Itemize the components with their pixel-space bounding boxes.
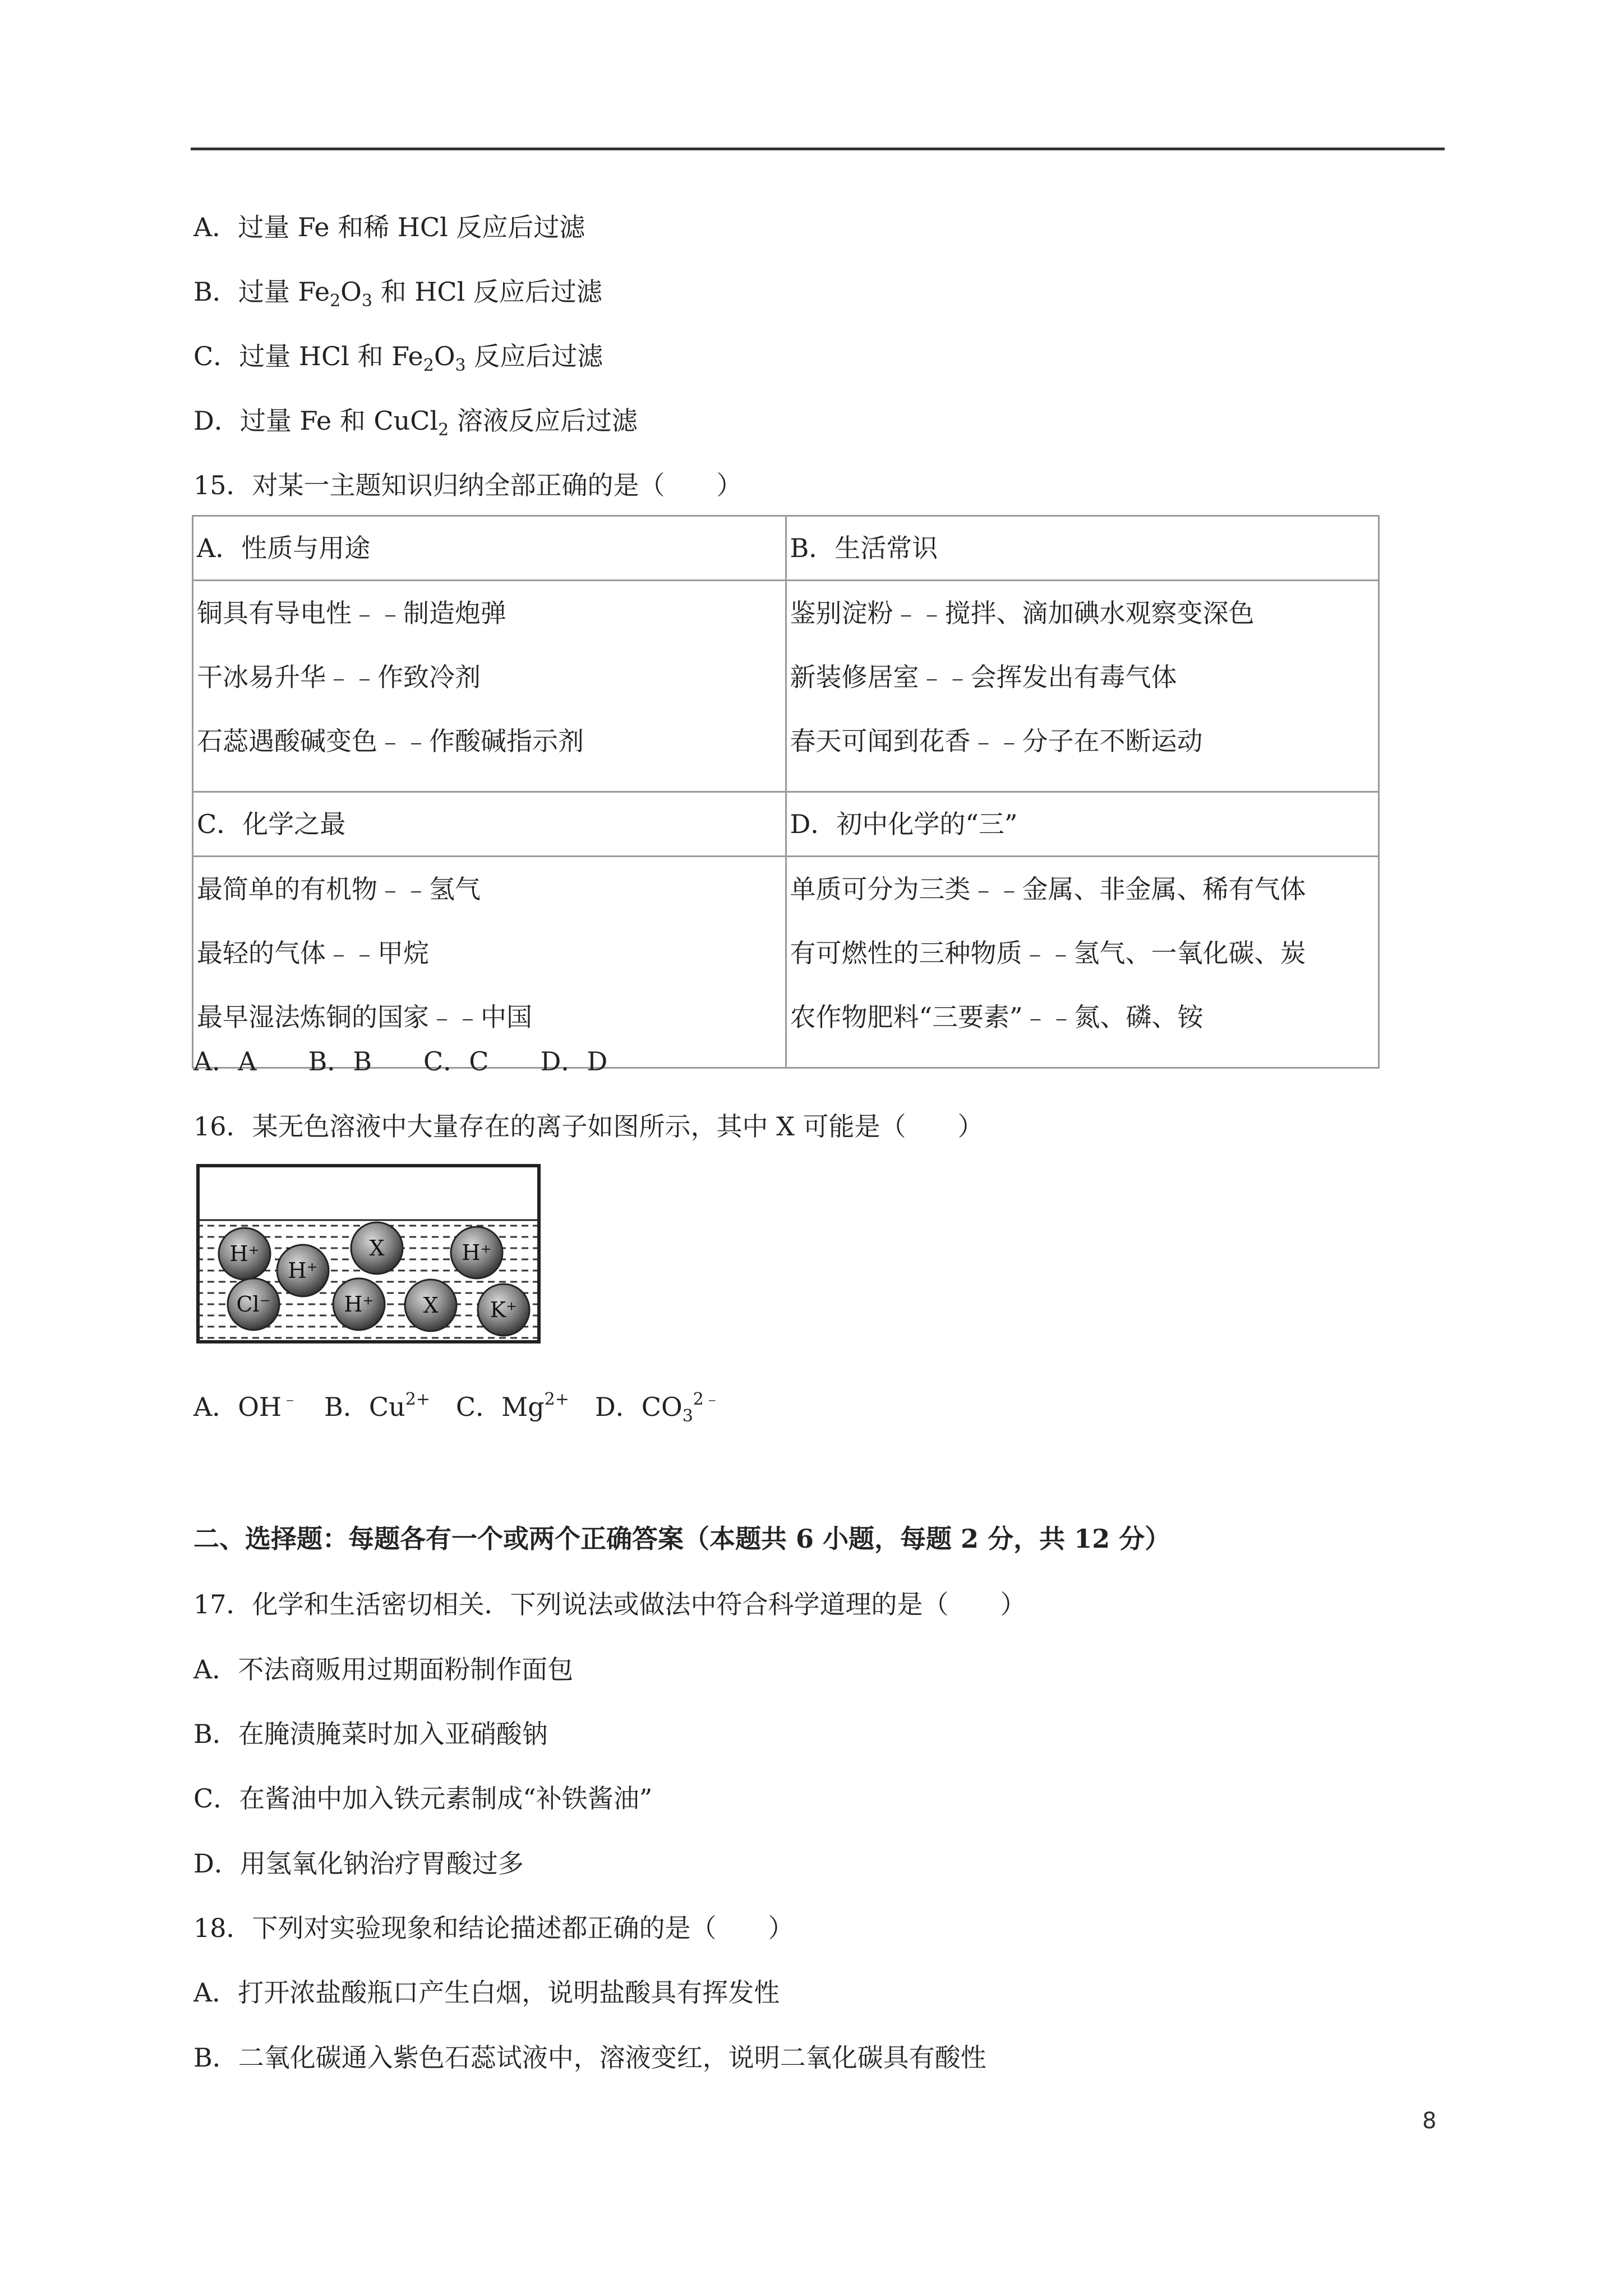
table-item: 最轻的气体﹣﹣甲烷 (197, 938, 429, 968)
q17-option-d: D．用氢氧化钠治疗胃酸过多 (193, 1848, 524, 1879)
ion-label: X (369, 1236, 385, 1260)
q14-option-d: D．过量 Fe 和 CuCl$_2$ 溶液反应后过滤 (193, 406, 638, 440)
q14-option-c: C．过量 HCl 和 $Fe_2O_3$ 反应后过滤 (193, 341, 603, 375)
ion-label: H⁺ (462, 1240, 492, 1265)
table-cell-c (193, 857, 786, 1068)
q16-options: A．OH﹣ B．$Cu^{2+}$ C．$Mg^{2+}$ D．$CO_3^{2﹣}$ (193, 1389, 721, 1426)
table-header-d: D．初中化学的“三” (786, 792, 1379, 857)
q15-options: A．A B．B C．C D．D (193, 1046, 608, 1076)
ion-label: K⁺ (490, 1297, 518, 1322)
table-item: 石蕊遇酸碱变色﹣﹣作酸碱指示剂 (197, 726, 584, 756)
knowledge-table (192, 515, 1380, 1069)
q18-option-a: A．打开浓盐酸瓶口产生白烟，说明盐酸具有挥发性 (193, 1977, 780, 2008)
table-item: 鉴别淀粉﹣﹣搅拌、滴加碘水观察变深色 (790, 598, 1255, 628)
header-rule (191, 148, 1445, 150)
table-cell-a (193, 581, 786, 792)
ion-label: H⁺ (344, 1292, 374, 1317)
ion-sphere (478, 1284, 529, 1336)
ion-sphere (351, 1222, 403, 1274)
table-item: 单质可分为三类﹣﹣金属、非金属、稀有气体 (790, 874, 1306, 904)
table-item: 农作物肥料“三要素”﹣﹣氮、磷、铵 (790, 1002, 1204, 1032)
table-item: 有可燃性的三种物质﹣﹣氢气、一氧化碳、炭 (790, 938, 1306, 968)
section-2-title: 二、选择题：每题各有一个或两个正确答案（本题共 6 小题，每题 2 分，共 12 分） (193, 1524, 1171, 1554)
page-number: 8 (1422, 2108, 1437, 2134)
q17-stem: 17．化学和生活密切相关．下列说法或做法中符合科学道理的是（ ） (193, 1589, 1026, 1619)
q18-stem: 18．下列对实验现象和结论描述都正确的是（ ） (193, 1913, 794, 1943)
table-item: 最简单的有机物﹣﹣氢气 (197, 874, 481, 904)
q15-stem: 15．对某一主题知识归纳全部正确的是（ ） (193, 470, 743, 500)
ion-label: H⁺ (229, 1241, 260, 1266)
q14-option-b: B．过量 $Fe_2O_3$ 和 HCl 反应后过滤 (193, 277, 602, 311)
q17-option-c: C．在酱油中加入铁元素制成“补铁酱油” (193, 1783, 653, 1814)
q16-stem: 16．某无色溶液中大量存在的离子如图所示，其中 X 可能是（ ） (193, 1111, 984, 1142)
q14-option-a: A．过量 Fe 和稀 HCl 反应后过滤 (193, 212, 585, 242)
ion-label: X (423, 1293, 439, 1318)
table-cell-b (786, 581, 1379, 792)
ion-label: H⁺ (288, 1258, 318, 1283)
ion-sphere (405, 1280, 457, 1331)
table-item: 最早湿法炼铜的国家﹣﹣中国 (197, 1002, 532, 1032)
table-item: 干冰易升华﹣﹣作致冷剂 (197, 662, 481, 692)
q17-option-b: B．在腌渍腌菜时加入亚硝酸钠 (193, 1719, 548, 1749)
ion-sphere (333, 1278, 385, 1330)
table-header-b: B．生活常识 (786, 516, 1379, 581)
table-header-c: C．化学之最 (193, 792, 786, 857)
table-cell-d (786, 857, 1379, 1068)
ion-sphere (451, 1227, 502, 1278)
ion-sphere (219, 1228, 270, 1280)
table-item: 铜具有导电性﹣﹣制造炮弹 (197, 598, 506, 628)
ion-label: Cl⁻ (236, 1292, 271, 1317)
q18-option-b: B．二氧化碳通入紫色石蕊试液中，溶液变红，说明二氧化碳具有酸性 (193, 2042, 986, 2073)
table-header-a: A．性质与用途 (193, 516, 786, 581)
table-item: 春天可闻到花香﹣﹣分子在不断运动 (790, 726, 1203, 756)
table-item: 新装修居室﹣﹣会挥发出有毒气体 (790, 662, 1177, 692)
q17-option-a: A．不法商贩用过期面粉制作面包 (193, 1654, 574, 1685)
ion-sphere (228, 1278, 279, 1330)
ion-sphere (277, 1245, 329, 1296)
ion-beaker-diagram (196, 1164, 542, 1345)
